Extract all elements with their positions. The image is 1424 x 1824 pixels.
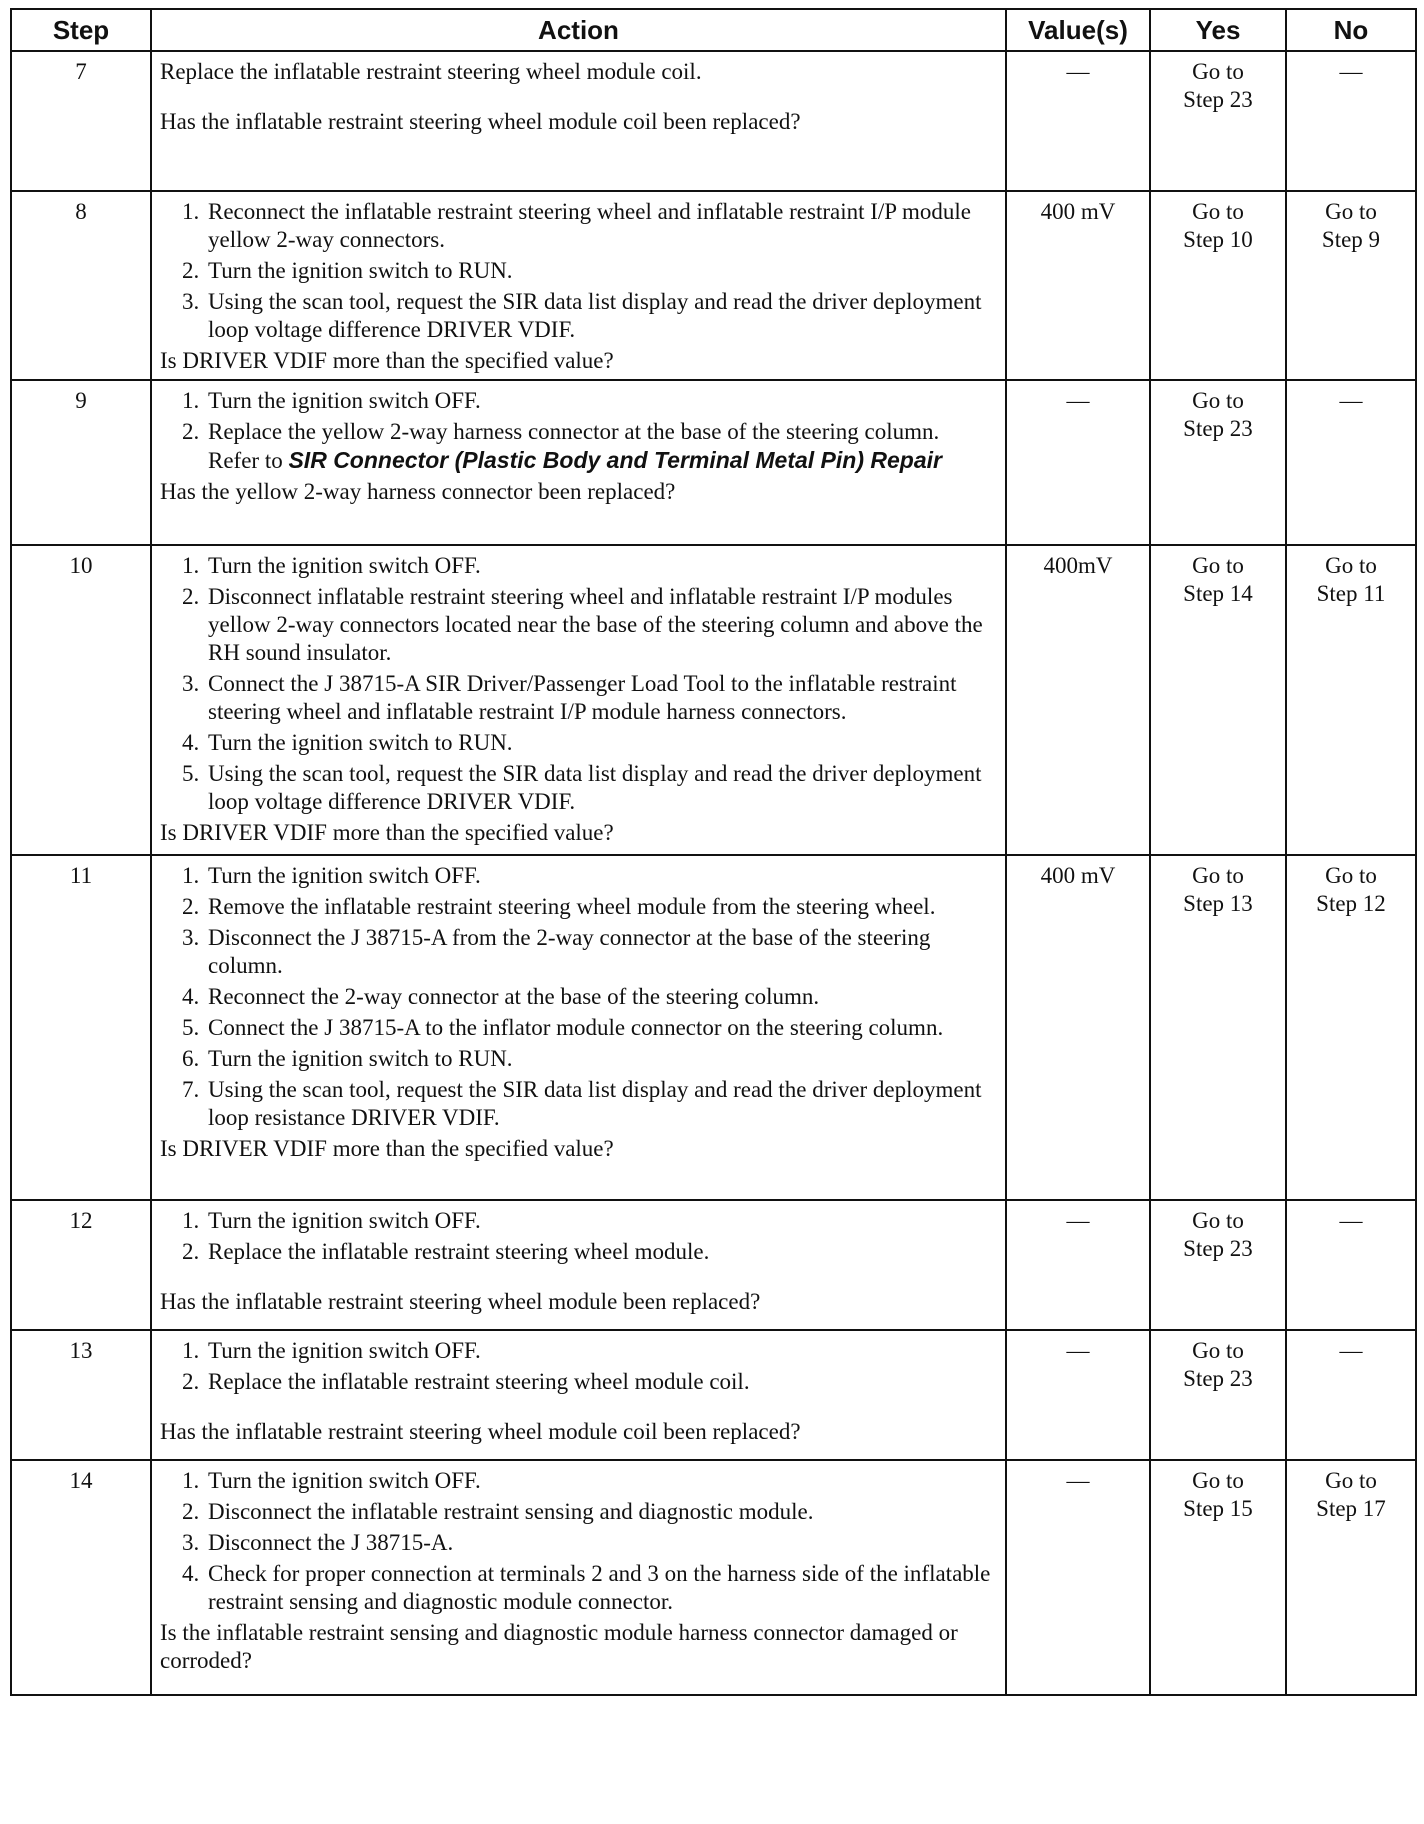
yes-outcome-text: Step 10 [1183, 227, 1253, 252]
action-item-body: Disconnect inflatable restraint steering wheel and inflatable restraint I/P modules yellow 2-way connectors located near the base of the steering column and above the RH sound insulator. [208, 584, 983, 665]
table-row [11, 1200, 1416, 1330]
action-item-text [208, 1337, 993, 1365]
yes-outcome-text: Step 15 [1183, 1496, 1253, 1521]
action-item [182, 198, 993, 254]
action-item-body: Turn the ignition switch to RUN. [208, 1046, 513, 1071]
no-cell [1286, 855, 1416, 1200]
table-row [11, 1330, 1416, 1460]
action-item-text [208, 1238, 993, 1266]
table-row [11, 545, 1416, 855]
yes-cell [1150, 380, 1286, 545]
yes-outcome-text: Go to [1192, 863, 1244, 888]
action-item [182, 1560, 993, 1616]
action-item-body: Replace the inflatable restraint steering wheel module. [208, 1239, 710, 1264]
action-item-body: Connect the J 38715-A to the inflator module connector on the steering column. [208, 1015, 944, 1040]
action-item-text [208, 387, 993, 415]
action-item-number: 1. [182, 1468, 200, 1493]
yes-outcome-text: Go to [1192, 1468, 1244, 1493]
action-item-number: 7. [182, 1077, 200, 1102]
action-item-text [208, 729, 993, 757]
action-item [182, 760, 993, 816]
action-item-body: Turn the ignition switch OFF. [208, 1338, 481, 1363]
action-item-body: Reconnect the inflatable restraint steering wheel and inflatable restraint I/P module yellow 2-way connectors. [208, 199, 971, 252]
action-question: Has the yellow 2-way harness connector been replaced? [160, 479, 676, 504]
action-item-number: 2. [182, 584, 200, 609]
action-item [182, 1076, 993, 1132]
action-item [182, 862, 993, 890]
action-item-body: Using the scan tool, request the SIR data list display and read the driver deployment loop voltage difference DRIVER VDIF. [208, 761, 982, 814]
table-row [11, 855, 1416, 1200]
yes-outcome-text: Go to [1192, 553, 1244, 578]
action-item-text [208, 583, 993, 667]
action-item-number: 1. [182, 1208, 200, 1233]
action-item [182, 983, 993, 1011]
no-outcome-text: Go to [1325, 863, 1377, 888]
yes-cell [1150, 1460, 1286, 1695]
action-item-body: Remove the inflatable restraint steering wheel module from the steering wheel. [208, 894, 936, 919]
action-item [182, 1045, 993, 1073]
action-item-text [208, 552, 993, 580]
no-outcome-text: Go to [1325, 199, 1377, 224]
yes-outcome-text: Go to [1192, 59, 1244, 84]
action-item-number: 3. [182, 289, 200, 314]
no-cell [1286, 380, 1416, 545]
action-item-body: Turn the ignition switch OFF. [208, 863, 481, 888]
action-item-body: Disconnect the inflatable restraint sensing and diagnostic module. [208, 1499, 814, 1524]
action-cell [151, 1200, 1006, 1330]
action-item [182, 670, 993, 726]
no-outcome-text: Step 9 [1321, 227, 1381, 252]
yes-outcome-text: Go to [1192, 1208, 1244, 1233]
action-item-number: 5. [182, 1015, 200, 1040]
action-item-number: 2. [182, 1239, 200, 1264]
action-item-text [208, 257, 993, 285]
action-item-text [208, 288, 993, 344]
action-item [182, 1529, 993, 1557]
action-question: Has the inflatable restraint steering wheel module coil been replaced? [160, 109, 801, 134]
step-number: 13 [11, 1330, 151, 1460]
action-item-text [208, 1498, 993, 1526]
action-item-text [208, 670, 993, 726]
action-item-text [208, 1076, 993, 1132]
header-action: Action [151, 9, 1006, 51]
action-item-body: Disconnect the J 38715-A from the 2-way connector at the base of the steering column. [208, 925, 931, 978]
action-item-number: 1. [182, 553, 200, 578]
table-row [11, 1460, 1416, 1695]
action-cell [151, 855, 1006, 1200]
yes-cell [1150, 855, 1286, 1200]
action-item [182, 729, 993, 757]
action-cell [151, 191, 1006, 380]
action-item-number: 4. [182, 1561, 200, 1586]
action-item-text [208, 862, 993, 890]
yes-cell [1150, 191, 1286, 380]
action-item [182, 1337, 993, 1365]
yes-outcome-text: Go to [1192, 1338, 1244, 1363]
action-item-text [208, 1207, 993, 1235]
no-outcome-text: Go to [1325, 1468, 1377, 1493]
action-question: Is DRIVER VDIF more than the specified value? [160, 820, 614, 845]
action-item-text [208, 1529, 993, 1557]
header-yes: Yes [1150, 9, 1286, 51]
action-item-number: 2. [182, 419, 200, 444]
action-item-number: 2. [182, 894, 200, 919]
action-item-body: Replace the yellow 2-way harness connector at the base of the steering column. Refer to [208, 419, 940, 473]
action-question: Is DRIVER VDIF more than the specified value? [160, 1136, 614, 1161]
action-item [182, 1238, 993, 1266]
no-cell [1286, 1200, 1416, 1330]
action-item-body: Turn the ignition switch OFF. [208, 553, 481, 578]
yes-cell [1150, 1330, 1286, 1460]
action-item-text [208, 1560, 993, 1616]
no-outcome-text: Step 11 [1316, 581, 1386, 606]
action-item [182, 1467, 993, 1495]
action-item-text [208, 760, 993, 816]
table-row [11, 380, 1416, 545]
value-cell: — [1006, 1330, 1150, 1460]
action-item-body: Replace the inflatable restraint steering wheel module coil. [208, 1369, 750, 1394]
action-cell [151, 1460, 1006, 1695]
action-item-number: 3. [182, 671, 200, 696]
action-item-number: 1. [182, 388, 200, 413]
no-cell [1286, 1330, 1416, 1460]
value-cell: 400mV [1006, 545, 1150, 855]
yes-outcome-text: Go to [1192, 199, 1244, 224]
action-item [182, 288, 993, 344]
yes-cell [1150, 545, 1286, 855]
action-item [182, 552, 993, 580]
action-item-body: Turn the ignition switch OFF. [208, 388, 481, 413]
header-values: Value(s) [1006, 9, 1150, 51]
action-item-body: Connect the J 38715-A SIR Driver/Passenger Load Tool to the inflatable restraint steering wheel and inflatable restraint I/P module harness connectors. [208, 671, 957, 724]
action-item [182, 1498, 993, 1526]
action-item-text [208, 1014, 993, 1042]
yes-cell [1150, 51, 1286, 191]
table-body [11, 51, 1416, 1695]
no-outcome-text: Go to [1325, 553, 1377, 578]
no-outcome-text: — [1339, 1338, 1363, 1363]
no-cell [1286, 191, 1416, 380]
header-no: No [1286, 9, 1416, 51]
no-outcome-text: — [1339, 1208, 1363, 1233]
action-item-text [208, 418, 993, 475]
action-cell [151, 51, 1006, 191]
action-item-body: Using the scan tool, request the SIR data list display and read the driver deployment loop voltage difference DRIVER VDIF. [208, 289, 982, 342]
action-item [182, 257, 993, 285]
step-number: 12 [11, 1200, 151, 1330]
yes-outcome-text: Step 14 [1183, 581, 1253, 606]
action-item-number: 6. [182, 1046, 200, 1071]
value-cell: — [1006, 51, 1150, 191]
action-item-number: 4. [182, 730, 200, 755]
action-item-body: Turn the ignition switch to RUN. [208, 258, 513, 283]
action-item-number: 1. [182, 1338, 200, 1363]
action-item [182, 893, 993, 921]
action-item [182, 1014, 993, 1042]
action-question: Is the inflatable restraint sensing and diagnostic module harness connector damaged or corroded? [160, 1620, 958, 1673]
action-item-number: 1. [182, 199, 200, 224]
step-number: 14 [11, 1460, 151, 1695]
action-question: Has the inflatable restraint steering wheel module been replaced? [160, 1289, 761, 1314]
no-cell [1286, 51, 1416, 191]
action-item-text [208, 1467, 993, 1495]
action-item-number: 1. [182, 863, 200, 888]
action-item-number: 5. [182, 761, 200, 786]
action-item-number: 3. [182, 1530, 200, 1555]
table-row [11, 51, 1416, 191]
action-item-text [208, 924, 993, 980]
yes-outcome-text: Step 23 [1183, 1236, 1253, 1261]
action-item-number: 4. [182, 984, 200, 1009]
step-number: 11 [11, 855, 151, 1200]
no-outcome-text: Step 17 [1316, 1496, 1386, 1521]
action-item-text [208, 198, 993, 254]
no-outcome-text: — [1339, 59, 1363, 84]
yes-outcome-text: Step 23 [1183, 87, 1253, 112]
header-step: Step [11, 9, 151, 51]
no-cell [1286, 545, 1416, 855]
action-cell [151, 1330, 1006, 1460]
action-question: Is DRIVER VDIF more than the specified value? [160, 348, 614, 373]
action-item-body: Check for proper connection at terminals 2 and 3 on the harness side of the inflatable restraint sensing and diagnostic module connector. [208, 1561, 991, 1614]
repair-reference-link[interactable]: SIR Connector (Plastic Body and Terminal Metal Pin) Repair [288, 447, 942, 473]
action-item-number: 3. [182, 925, 200, 950]
action-question: Has the inflatable restraint steering wheel module coil been replaced? [160, 1419, 801, 1444]
diagnostic-table [10, 8, 1417, 1696]
value-cell: 400 mV [1006, 191, 1150, 380]
action-item-number: 2. [182, 1499, 200, 1524]
yes-outcome-text: Step 13 [1183, 891, 1253, 916]
action-item-body: Turn the ignition switch OFF. [208, 1468, 481, 1493]
action-item-body: Turn the ignition switch OFF. [208, 1208, 481, 1233]
action-item [182, 1207, 993, 1235]
action-item [182, 583, 993, 667]
header-row [11, 9, 1416, 51]
value-cell: 400 mV [1006, 855, 1150, 1200]
action-item-body: Disconnect the J 38715-A. [208, 1530, 454, 1555]
no-outcome-text: — [1339, 388, 1363, 413]
table-row [11, 191, 1416, 380]
step-number: 8 [11, 191, 151, 380]
action-item-number: 2. [182, 1369, 200, 1394]
value-cell: — [1006, 1460, 1150, 1695]
yes-outcome-text: Step 23 [1183, 1366, 1253, 1391]
action-item-body: Reconnect the 2-way connector at the base of the steering column. [208, 984, 820, 1009]
step-number: 7 [11, 51, 151, 191]
action-item [182, 387, 993, 415]
yes-outcome-text: Step 23 [1183, 416, 1253, 441]
step-number: 10 [11, 545, 151, 855]
action-item-body: Using the scan tool, request the SIR data list display and read the driver deployment loop resistance DRIVER VDIF. [208, 1077, 982, 1130]
action-item [182, 418, 993, 475]
action-item [182, 1368, 993, 1396]
action-item-text [208, 893, 993, 921]
action-item [182, 924, 993, 980]
action-instruction: Replace the inflatable restraint steering wheel module coil. [160, 59, 702, 84]
no-cell [1286, 1460, 1416, 1695]
no-outcome-text: Step 12 [1316, 891, 1386, 916]
yes-outcome-text: Go to [1192, 388, 1244, 413]
action-item-body: Turn the ignition switch to RUN. [208, 730, 513, 755]
action-item-text [208, 1368, 993, 1396]
action-cell [151, 380, 1006, 545]
value-cell: — [1006, 380, 1150, 545]
action-cell [151, 545, 1006, 855]
value-cell: — [1006, 1200, 1150, 1330]
step-number: 9 [11, 380, 151, 545]
action-item-text [208, 1045, 993, 1073]
action-item-text [208, 983, 993, 1011]
action-item-number: 2. [182, 258, 200, 283]
yes-cell [1150, 1200, 1286, 1330]
